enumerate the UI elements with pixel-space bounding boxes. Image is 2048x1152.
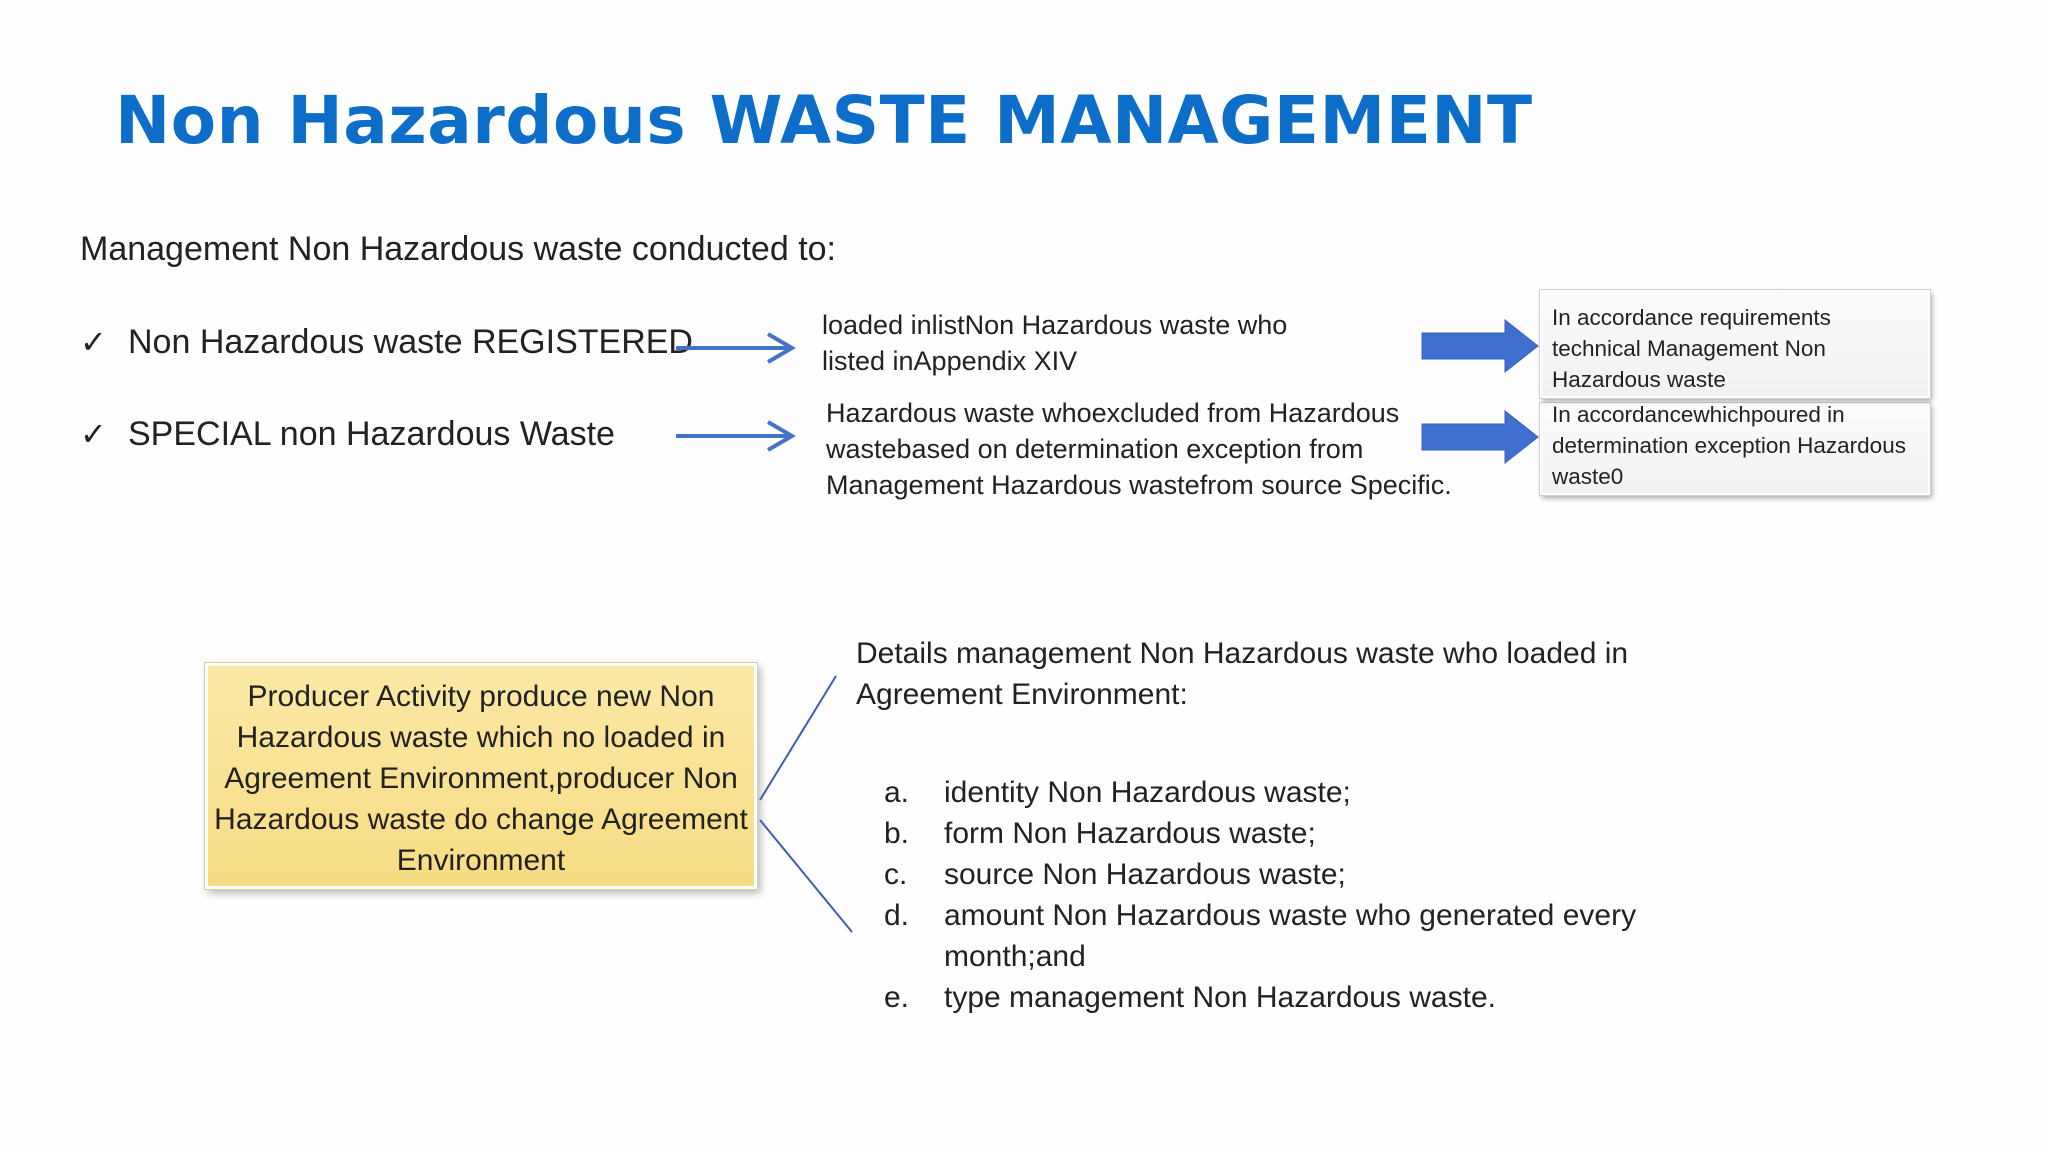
registered-description: loaded inlistNon Hazardous waste who listed inAppendix XIV	[822, 310, 1288, 376]
list-letter: a.	[884, 776, 910, 809]
list-letter: b.	[884, 817, 910, 850]
list-text: amount Non Hazardous waste who generated every month;and	[944, 899, 1637, 973]
checklist-label: Non Hazardous waste REGISTERED	[128, 323, 693, 361]
details-heading: Details management Non Hazardous waste who loaded in Agreement Environment:	[856, 637, 1629, 711]
arrow-right-icon	[676, 422, 792, 450]
checkmark-icon: ✓	[80, 324, 107, 360]
list-letter: e.	[884, 981, 910, 1014]
requirements-note-text: In accordance requirements technical Management Non Hazardous waste	[1552, 305, 1831, 392]
intro-text: Management Non Hazardous waste conducted to:	[80, 230, 837, 268]
connector-line	[760, 676, 836, 800]
arrow-right-icon	[676, 334, 792, 362]
list-letter: d.	[884, 899, 910, 932]
producer-activity-box: Producer Activity produce new Non Hazardous waste which no loaded in Agreement Environment,producer Non Hazardous waste do change Agreement Environment	[205, 663, 757, 889]
list-text: identity Non Hazardous waste;	[944, 776, 1351, 809]
exception-note-text: In accordancewhichpoured in determination exception Hazardous waste0	[1552, 403, 1906, 489]
slide-title: Non Hazardous WASTE MANAGEMENT	[115, 82, 1533, 159]
list-text: source Non Hazardous waste;	[944, 858, 1346, 891]
connector-line	[760, 820, 852, 932]
checklist-label: SPECIAL non Hazardous Waste	[128, 415, 615, 453]
block-arrow-icon	[1422, 411, 1538, 463]
list-letter: c.	[884, 858, 908, 891]
block-arrow-icon	[1422, 320, 1538, 372]
list-text: form Non Hazardous waste;	[944, 817, 1316, 850]
checkmark-icon: ✓	[80, 416, 107, 452]
list-text: type management Non Hazardous waste.	[944, 981, 1496, 1014]
special-description: Hazardous waste whoexcluded from Hazardous wastebased on determination exception from Management Hazardous wastefrom source Specific.	[826, 398, 1452, 500]
